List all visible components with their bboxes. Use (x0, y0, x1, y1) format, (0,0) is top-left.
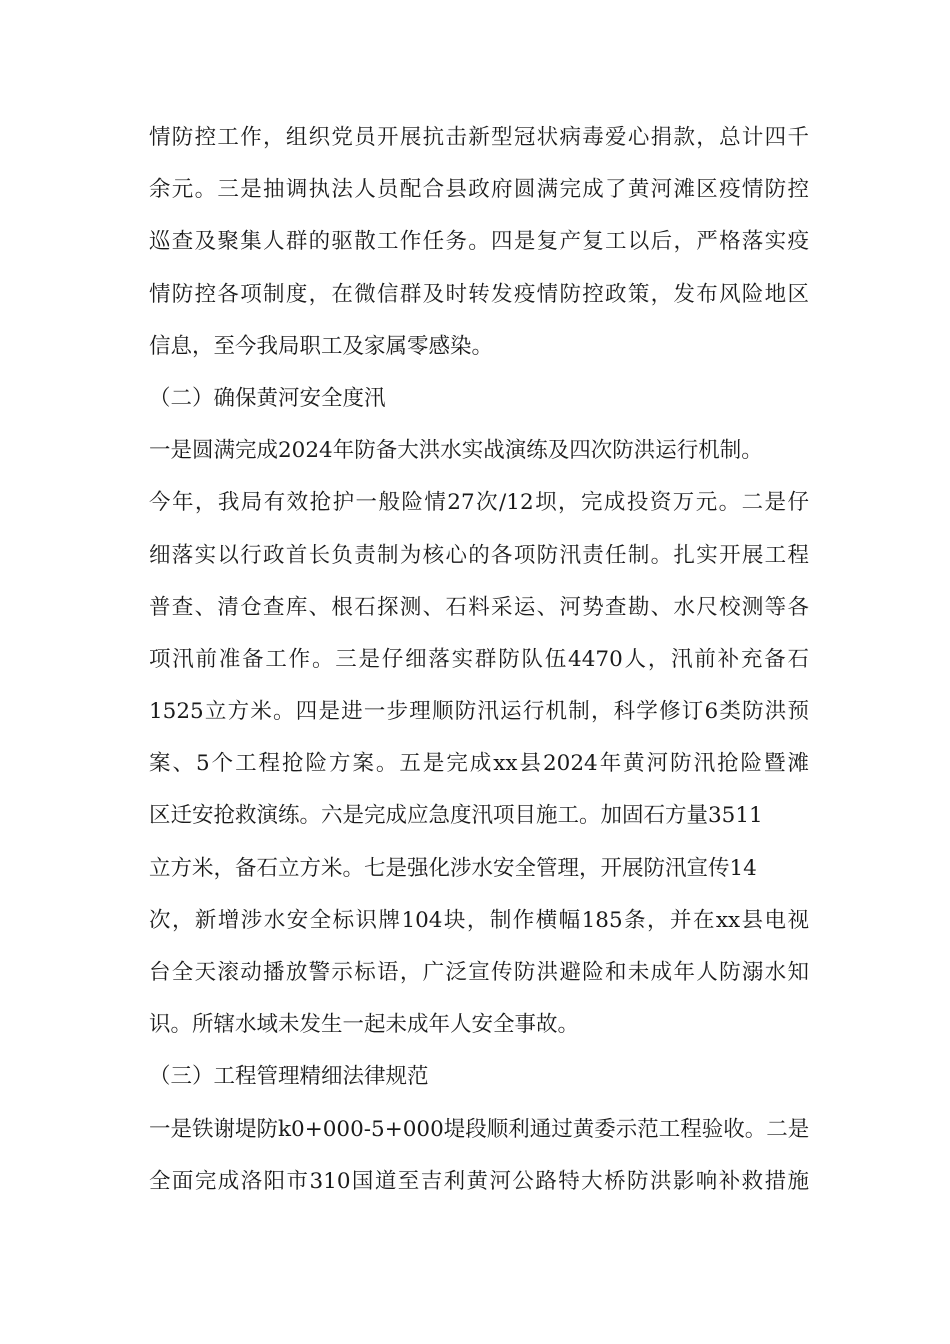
text-line: 台全天滚动播放警示标语，广泛宣传防洪避险和未成年人防溺水知 (149, 960, 809, 985)
text-line: 普查、清仓查库、根石探测、石料采运、河势查勘、水尺校测等各 (149, 594, 809, 620)
text-line: 巡查及聚集人群的驱散工作任务。四是复产复工以后，严格落实疫 (149, 229, 809, 255)
text-line: 情防控工作，组织党员开展抗击新型冠状病毒爱心捐款，总计四千 (149, 125, 809, 150)
section-heading: （三）工程管理精细法律规范 (149, 1064, 429, 1090)
text-line: 区迁安抢救演练。六是完成应急度汛项目施工。加固石方量3511 (149, 803, 763, 829)
text-line: 细落实以行政首长负责制为核心的各项防汛责任制。扎实开展工程 (149, 542, 809, 568)
text-line: 案、5个工程抢险方案。五是完成xx县2024年黄河防汛抢险暨滩 (149, 751, 809, 777)
text-line: 识。所辖水域未发生一起未成年人安全事故。 (149, 1012, 580, 1038)
text-line: 1525立方米。四是进一步理顺防汛运行机制，科学修订6类防洪预 (149, 699, 809, 725)
text-line: 信息，至今我局职工及家属零感染。 (149, 333, 494, 359)
text-line: 次，新增涉水安全标识牌104块，制作横幅185条，并在xx县电视 (149, 907, 809, 933)
text-line: 一是圆满完成2024年防备大洪水实战演练及四次防洪运行机制。 (149, 438, 763, 464)
section-heading: （二）确保黄河安全度汛 (149, 385, 386, 411)
document-body (149, 112, 809, 1208)
text-line: 今年，我局有效抢护一般险情27次/12坝，完成投资万元。二是仔 (149, 490, 809, 516)
text-line: 余元。三是抽调执法人员配合县政府圆满完成了黄河滩区疫情防控 (149, 177, 809, 203)
text-line: 一是铁谢堤防k0+000-5+000堤段顺利通过黄委示范工程验收。二是 (149, 1116, 810, 1142)
text-line: 全面完成洛阳市310国道至吉利黄河公路特大桥防洪影响补救措施 (149, 1168, 809, 1194)
text-line: 情防控各项制度，在微信群及时转发疫情防控政策，发布风险地区 (149, 281, 809, 307)
text-line: 立方米，备石立方米。七是强化涉水安全管理，开展防汛宣传14 (149, 855, 757, 881)
text-line: 项汛前准备工作。三是仔细落实群防队伍4470人，汛前补充备石 (149, 646, 809, 672)
